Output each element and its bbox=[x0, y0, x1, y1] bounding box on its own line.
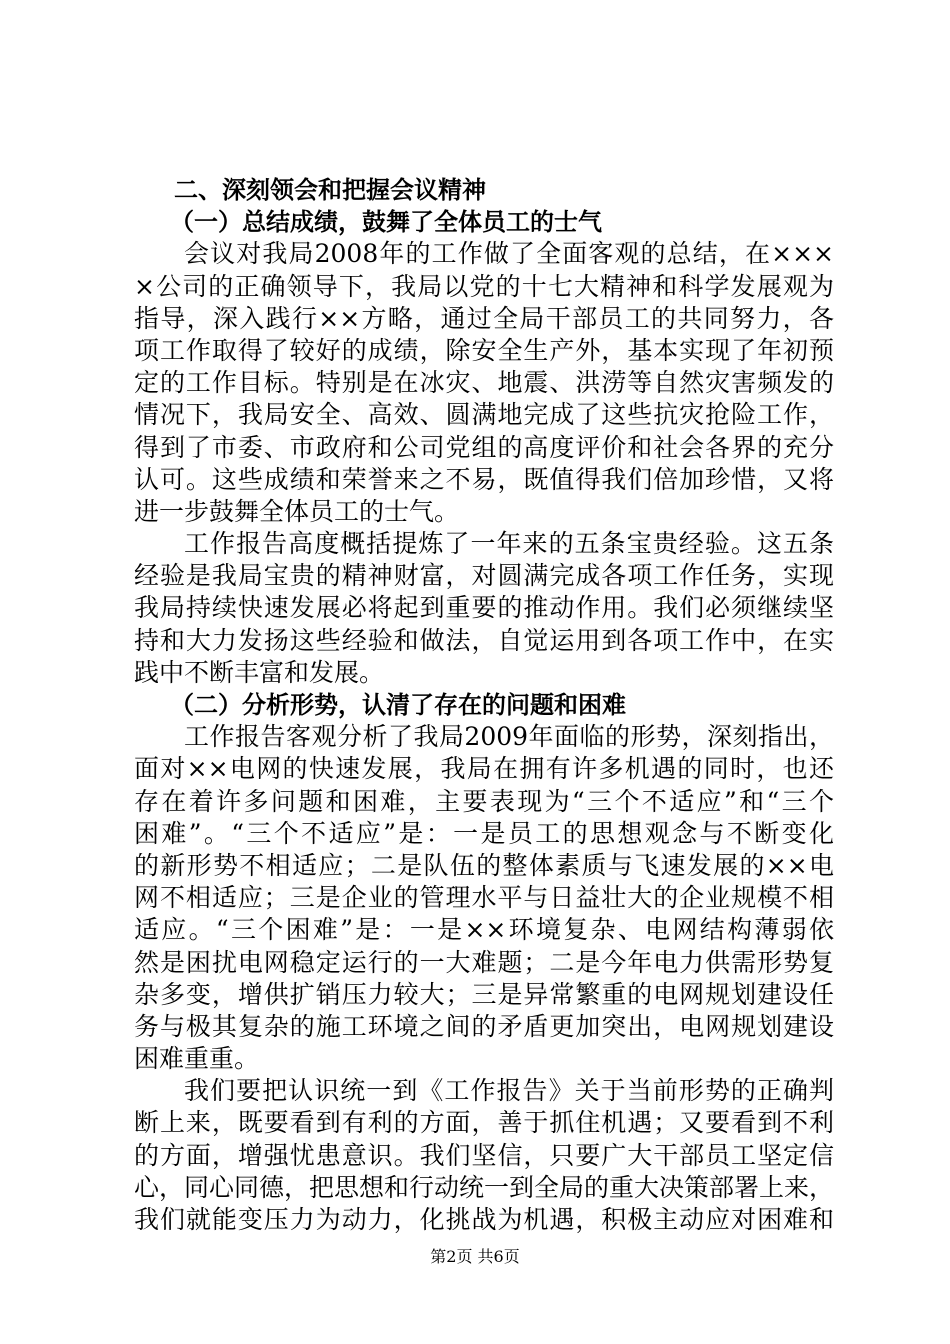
paragraph-line: 网不相适应；三是企业的管理水平与日益壮大的企业规模不相 bbox=[134, 883, 834, 913]
paragraph-line: 践中不断丰富和发展。 bbox=[134, 657, 385, 687]
paragraph-line: 务与极其复杂的施工环境之间的矛盾更加突出，电网规划建设 bbox=[134, 1011, 834, 1041]
paragraph-line: ×公司的正确领导下，我局以党的十七大精神和科学发展观为 bbox=[134, 271, 834, 301]
subsection-title-2: （二）分析形势，认清了存在的问题和困难 bbox=[170, 691, 626, 719]
paragraph-line: 认可。这些成绩和荣誉来之不易，既值得我们倍加珍惜，又将 bbox=[134, 464, 834, 494]
paragraph-line: 断上来，既要看到有利的方面，善于抓住机遇；又要看到不利 bbox=[134, 1108, 834, 1138]
section-heading: 二、深刻领会和把握会议精神 bbox=[174, 176, 486, 204]
paragraph-line: 项工作取得了较好的成绩，除安全生产外，基本实现了年初预 bbox=[134, 335, 834, 365]
paragraph-line: 存在着许多问题和困难，主要表现为“三个不适应”和“三个 bbox=[134, 786, 834, 816]
paragraph-line: 工作报告客观分析了我局2009年面临的形势，深刻指出， bbox=[184, 722, 834, 752]
subsection-title-1: （一）总结成绩，鼓舞了全体员工的士气 bbox=[170, 208, 602, 237]
paragraph-line: 困难重重。 bbox=[134, 1044, 260, 1074]
paragraph-line: 的新形势不相适应；二是队伍的整体素质与飞速发展的××电 bbox=[134, 850, 834, 880]
paragraph-line: 进一步鼓舞全体员工的士气。 bbox=[134, 496, 460, 526]
page-number-footer: 第2页 共6页 bbox=[430, 1247, 520, 1266]
paragraph-line: 困难”。“三个不适应”是：一是员工的思想观念与不断变化 bbox=[134, 818, 834, 848]
paragraph-line: 持和大力发扬这些经验和做法，自觉运用到各项工作中，在实 bbox=[134, 625, 834, 655]
paragraph-line: 然是困扰电网稳定运行的一大难题；二是今年电力供需形势复 bbox=[134, 947, 834, 977]
paragraph-line: 杂多变，增供扩销压力较大；三是异常繁重的电网规划建设任 bbox=[134, 979, 834, 1009]
paragraph-line: 的方面，增强忧患意识。我们坚信，只要广大干部员工坚定信 bbox=[134, 1140, 834, 1170]
paragraph-line: 我局持续快速发展必将起到重要的推动作用。我们必须继续坚 bbox=[134, 593, 834, 623]
paragraph-line: 心，同心同德，把思想和行动统一到全局的重大决策部署上来， bbox=[134, 1172, 834, 1202]
paragraph-line: 会议对我局2008年的工作做了全面客观的总结，在××× bbox=[184, 239, 834, 269]
paragraph-line: 定的工作目标。特别是在冰灾、地震、洪涝等自然灾害频发的 bbox=[134, 368, 834, 398]
paragraph-line: 我们要把认识统一到《工作报告》关于当前形势的正确判 bbox=[184, 1076, 834, 1106]
paragraph-line: 得到了市委、市政府和公司党组的高度评价和社会各界的充分 bbox=[134, 432, 834, 462]
paragraph-line: 工作报告高度概括提炼了一年来的五条宝贵经验。这五条 bbox=[184, 529, 834, 559]
paragraph-line: 情况下，我局安全、高效、圆满地完成了这些抗灾抢险工作， bbox=[134, 400, 834, 430]
paragraph-line: 经验是我局宝贵的精神财富，对圆满完成各项工作任务，实现 bbox=[134, 561, 834, 591]
paragraph-line: 指导，深入践行××方略，通过全局干部员工的共同努力，各 bbox=[134, 303, 834, 333]
paragraph-situation bbox=[134, 721, 834, 1075]
document-body bbox=[134, 174, 834, 1236]
paragraph-conclusion bbox=[134, 1075, 834, 1236]
paragraph-line: 我们就能变压力为动力，化挑战为机遇，积极主动应对困难和 bbox=[134, 1205, 834, 1234]
paragraph-line: 面对××电网的快速发展，我局在拥有许多机遇的同时，也还 bbox=[134, 754, 834, 784]
paragraph-experience bbox=[134, 528, 834, 689]
paragraph-line: 适应。“三个困难”是：一是××环境复杂、电网结构薄弱依 bbox=[134, 915, 834, 945]
paragraph-summary bbox=[134, 238, 834, 528]
